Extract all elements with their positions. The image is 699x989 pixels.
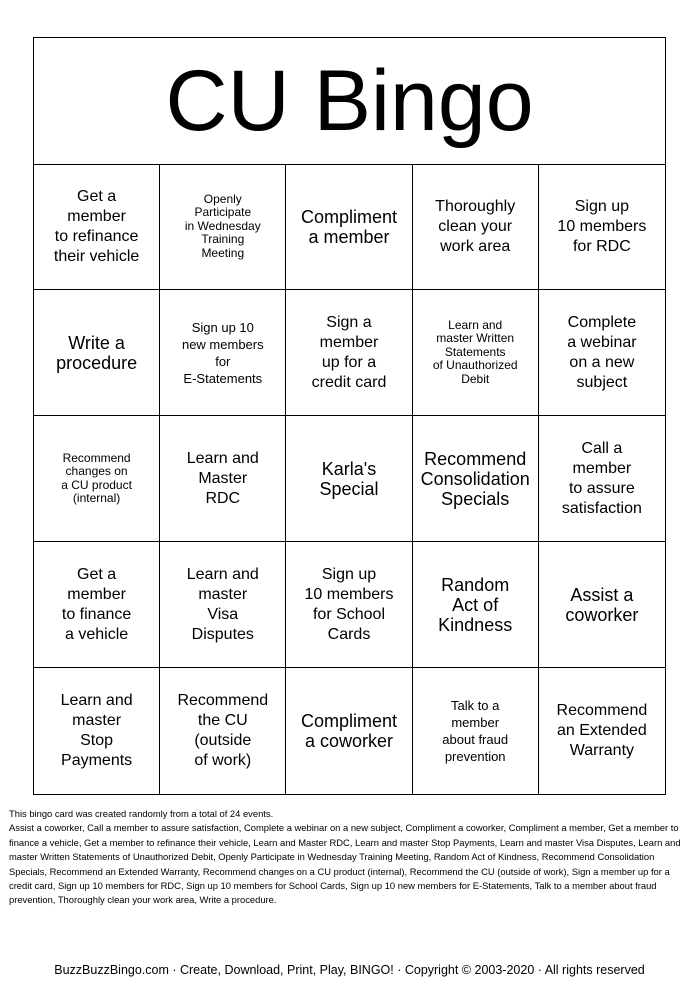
bingo-cell xyxy=(413,416,539,542)
bingo-cell-text: Openly Participate in Wednesday Training Meeting xyxy=(184,191,261,260)
bingo-cell-text: Recommend the CU (outside of work) xyxy=(177,692,269,769)
bingo-cell-text: Write a procedure xyxy=(56,332,138,373)
bingo-cell-text: Assist a coworker xyxy=(565,584,639,625)
card-title: CU Bingo xyxy=(165,53,534,149)
info-summary: This bingo card was created randomly from a total of 24 events. xyxy=(9,808,274,819)
bingo-cell xyxy=(160,542,286,668)
bingo-cell xyxy=(160,164,286,290)
bingo-cell-text: Recommend an Extended Warranty xyxy=(556,702,648,759)
info-event-list: Assist a coworker, Call a member to assure satisfaction, Complete a webinar on a new subject, Compliment a coworker, Compliment a member, Get a member to finance a vehicle, Get a member to refinance their vehicle, Learn and Master RDC, Learn and master Stop Payments, Learn and master Visa Disputes, Learn and master Written Statements of Unauthorized Debit, Openly Participate in Wednesday Training Meeting, Random Act of Kindness, Recommend Consolidation Specials, Recommend an Extended Warranty, Recommend changes on a CU product (internal), Recommend the CU (outside of work), Sign a member up for a credit card, Sign up 10 members for RDC, Sign up 10 members for School Cards, Sign up 10 new members for E-Statements, Talk to a member about fraud prevention, Thoroughly clean your work area, Write a procedure. xyxy=(9,822,681,906)
bingo-cell xyxy=(160,416,286,542)
bingo-cell xyxy=(34,416,160,542)
bingo-cell xyxy=(160,290,286,416)
bingo-cell-text: Sign up 10 members for RDC xyxy=(557,197,647,255)
bingo-cell-text: Random Act of Kindness xyxy=(438,574,513,635)
bingo-cell xyxy=(286,290,412,416)
bingo-cell xyxy=(413,290,539,416)
card-info xyxy=(9,807,689,908)
bingo-cell-text: Recommend changes on a CU product (internal) xyxy=(61,450,132,505)
bingo-cell-text: Karla's Special xyxy=(319,458,379,499)
bingo-cell-text: Talk to a member about fraud prevention xyxy=(442,698,509,764)
bingo-cell xyxy=(286,164,412,290)
bingo-cell xyxy=(34,542,160,668)
bingo-cell-text: Compliment a member xyxy=(300,206,397,247)
bingo-cell xyxy=(539,668,665,794)
bingo-cell xyxy=(286,542,412,668)
bingo-cell xyxy=(413,542,539,668)
bingo-cell-text: Get a member to finance a vehicle xyxy=(61,565,132,643)
bingo-cell xyxy=(34,290,160,416)
bingo-cell xyxy=(34,164,160,290)
bingo-cell-text: Sign a member up for a credit card xyxy=(311,313,387,391)
bingo-card xyxy=(33,37,666,795)
bingo-cell-text: Sign up 10 new members for E-Statements xyxy=(181,319,264,386)
bingo-cell xyxy=(539,416,665,542)
bingo-cell-text: Learn and master Written Statements of Unauthorized Debit xyxy=(432,317,518,386)
bingo-cell xyxy=(413,164,539,290)
bingo-cell-text: Thoroughly clean your work area xyxy=(435,197,516,255)
footer-copyright: BuzzBuzzBingo.com · Create, Download, Print, Play, BINGO! · Copyright © 2003-2020 · All rights reserved xyxy=(54,963,645,977)
bingo-cell-text: Complete a webinar on a new subject xyxy=(567,313,637,391)
bingo-cell xyxy=(286,668,412,794)
bingo-cell-text: Get a member to refinance their vehicle xyxy=(53,187,140,265)
bingo-grid xyxy=(34,164,665,794)
bingo-cell-text: Compliment a coworker xyxy=(300,711,397,751)
bingo-cell-text: Learn and master Visa Disputes xyxy=(186,565,259,643)
bingo-cell xyxy=(34,668,160,794)
bingo-cell xyxy=(539,542,665,668)
bingo-cell xyxy=(539,290,665,416)
bingo-cell xyxy=(160,668,286,794)
bingo-cell xyxy=(286,416,412,542)
bingo-cell-text: Call a member to assure satisfaction xyxy=(561,439,642,517)
title-cell xyxy=(34,38,665,165)
bingo-cell-text: Learn and Master RDC xyxy=(186,449,259,507)
bingo-cell-text: Recommend Consolidation Specials xyxy=(420,448,530,509)
bingo-cell-text: Learn and master Stop Payments xyxy=(60,692,133,769)
bingo-cell xyxy=(413,668,539,794)
bingo-cell xyxy=(539,164,665,290)
bingo-cell-text: Sign up 10 members for School Cards xyxy=(304,565,394,643)
